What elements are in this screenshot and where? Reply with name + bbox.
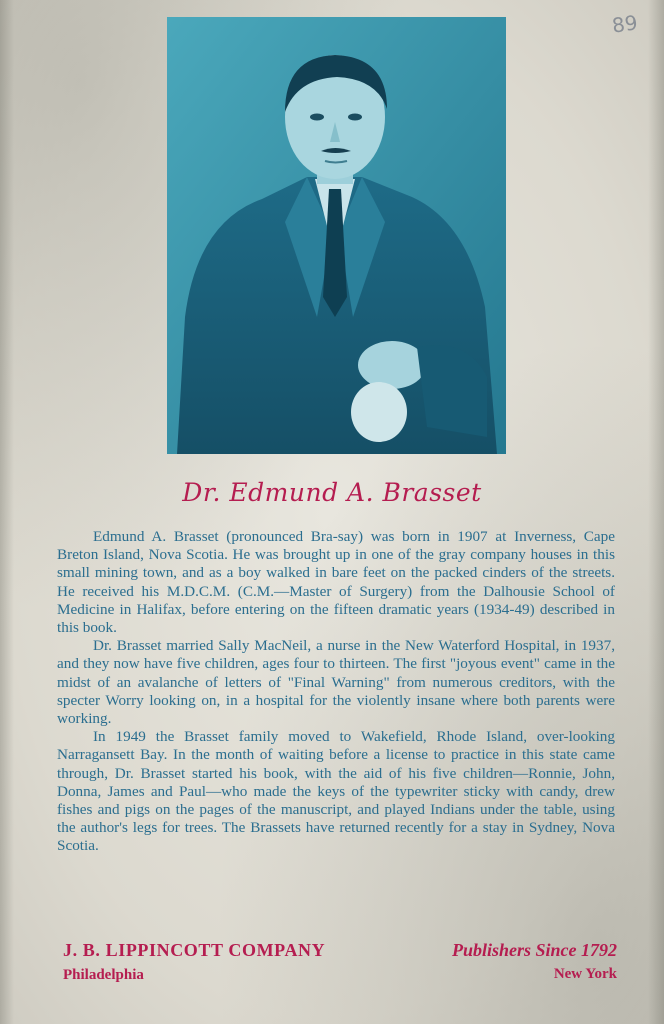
author-name-title: Dr. Edmund A. Brasset — [182, 478, 482, 507]
paper-edge-right — [648, 0, 664, 1024]
author-biography — [57, 528, 615, 856]
paper-edge-left — [0, 0, 14, 1024]
bio-paragraph: Edmund A. Brasset (pronounced Bra-say) was born in 1907 at Inverness, Cape Breton Island, Nova Scotia. He was brought up in one of the gray company houses in this small mining town, and as a boy walked in bare feet on the packed cinders of the streets. He received his M.D.C.M. (C.M.—Master of Surgery) from the Dalhousie School of Medicine in Halifax, before entering on the fifteen dramatic years (1934-49) described in this book. — [57, 528, 615, 637]
publisher-city-right: New York — [553, 966, 617, 982]
pencil-annotation: 89 — [610, 10, 639, 38]
publisher-name: J. B. LIPPINCOTT COMPANY — [63, 940, 326, 960]
bio-paragraph: Dr. Brasset married Sally MacNeil, a nurse in the New Waterford Hospital, in 1937, and they now have five children, ages four to thirteen. The first "joyous event" came in the midst of an avalanche of letters of "Final Warning" from numerous creditors, with the specter Worry looking on, in a hospital for the violently insane where both parents were working. — [57, 637, 615, 728]
publisher-tagline: Publishers Since 1792 — [451, 940, 617, 960]
author-portrait-photo — [167, 17, 506, 454]
bio-paragraph: In 1949 the Brasset family moved to Wakefield, Rhode Island, over-looking Narragansett Bay. In the month of waiting before a license to practice in this state came through, Dr. Brasset started his book, with the aid of his five children—Ronnie, John, Donna, James and Paul—who made the keys of the typewriter sticky with candy, drew fishes and pigs on the pages of the manuscript, and played Indians under the table, using the author's legs for trees. The Brassets have returned recently for a stay in Sydney, Nova Scotia. — [57, 728, 615, 855]
portrait-photo-icon — [167, 17, 506, 454]
publisher-city-left: Philadelphia — [63, 967, 144, 983]
